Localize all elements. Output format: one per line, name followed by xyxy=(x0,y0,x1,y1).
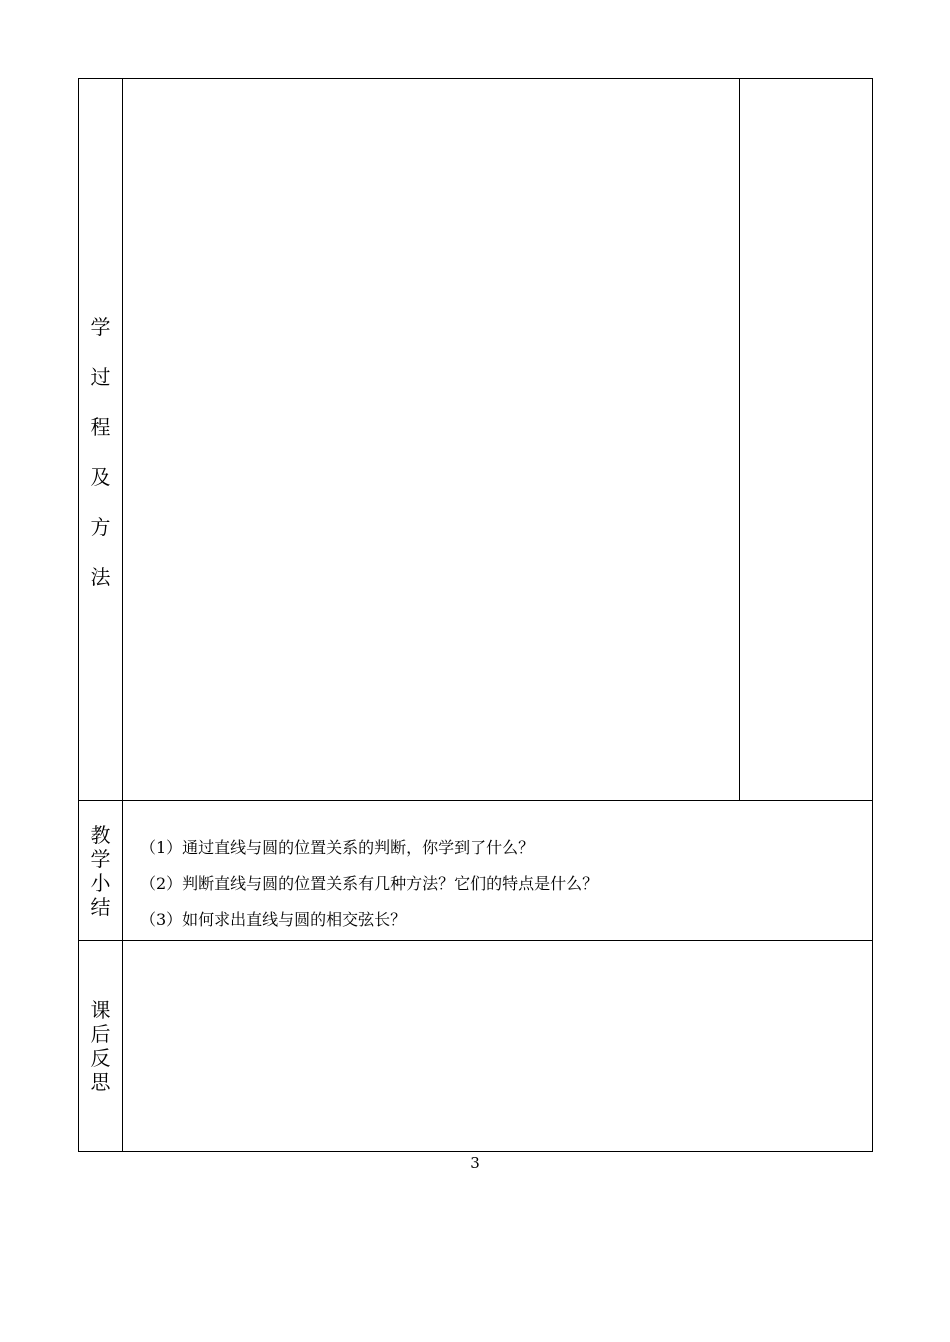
process-label-char: 过 xyxy=(90,365,111,389)
reflection-row-label xyxy=(78,941,123,1151)
reflection-label-char: 反 xyxy=(90,1046,111,1070)
process-label-char: 程 xyxy=(90,415,111,439)
summary-row-label xyxy=(78,801,123,940)
process-label-char: 方 xyxy=(90,515,111,539)
summary-label-char: 教 xyxy=(90,822,111,847)
process-row-label xyxy=(78,302,123,602)
process-label-char: 法 xyxy=(90,565,111,589)
summary-item: （2）判断直线与圆的位置关系有几种方法？它们的特点是什么？ xyxy=(140,874,599,893)
reflection-label-char: 思 xyxy=(90,1070,111,1094)
notes-column-divider xyxy=(739,78,740,801)
page-number: 3 xyxy=(470,1154,480,1172)
summary-label-char: 学 xyxy=(90,846,111,871)
process-label-char: 及 xyxy=(90,465,111,489)
summary-label-char: 小 xyxy=(90,870,111,895)
table-border-right xyxy=(872,78,873,1152)
row-divider-1 xyxy=(78,800,873,801)
lesson-plan-table xyxy=(78,78,873,1152)
table-border-bottom xyxy=(78,1151,873,1152)
summary-item: （1）通过直线与圆的位置关系的判断，你学到了什么？ xyxy=(140,838,535,857)
summary-list xyxy=(140,830,598,938)
row-divider-2 xyxy=(78,940,873,941)
reflection-label-char: 课 xyxy=(90,998,111,1022)
process-label-char: 学 xyxy=(90,315,111,339)
summary-item: （3）如何求出直线与圆的相交弦长？ xyxy=(140,910,407,929)
summary-label-char: 结 xyxy=(90,894,111,919)
table-border-top xyxy=(78,78,873,79)
reflection-label-char: 后 xyxy=(90,1022,111,1046)
